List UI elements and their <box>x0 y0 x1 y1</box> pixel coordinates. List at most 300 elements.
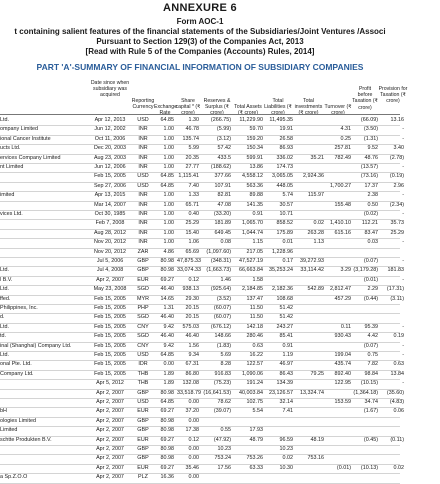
share-capital-col-header: Share capital * (₹ crore) <box>175 98 201 117</box>
reserves-cell: (60.07) <box>213 305 231 311</box>
pbt-cell: (73.16) <box>360 173 378 180</box>
provision-cell: 3.40 <box>393 145 404 152</box>
acquired-date-cell: Apr 5, 2012 <box>96 380 124 387</box>
share-capital-cell: 0.00 <box>188 455 199 462</box>
share-capital-cell: 25.29 <box>185 220 199 227</box>
share-capital-cell: 1.56 <box>188 342 199 349</box>
pbt-cell: (1,364.18) <box>353 389 378 396</box>
reserves-cell: 753.24 <box>214 455 231 462</box>
currency-cell: USD <box>137 352 149 358</box>
pbt-cell: (3,179.28) <box>353 267 378 274</box>
total-liabilities-col-header: Total Liabilities (₹ crore) <box>264 98 292 117</box>
total-liabilities-cell: 858.52 <box>276 220 293 227</box>
total-liabilities-cell: 86.93 <box>279 145 293 152</box>
exchange-rate-cell: 1.00 <box>163 201 174 208</box>
exchange-rate-cell: 1.00 <box>163 229 174 236</box>
share-capital-cell: 29.30 <box>185 295 199 302</box>
acquired-date-cell: Oct 11, 2006 <box>94 135 126 142</box>
exchange-rate-cell: 64.85 <box>160 182 174 189</box>
total-assets-cell: 1,044.74 <box>242 229 263 236</box>
provision-cell: - <box>402 323 404 330</box>
share-capital-cell: 132.08 <box>182 380 199 387</box>
company-name-cell: Ltd. <box>0 267 9 274</box>
reserves-cell: 377.66 <box>214 173 231 180</box>
share-capital-cell: 46.78 <box>185 126 199 133</box>
acquired-date-cell: Oct 30, 1985 <box>94 211 126 217</box>
company-name-cell: Ltd. <box>0 352 9 358</box>
pbt-cell: 83.47 <box>364 229 378 236</box>
provision-cell: - <box>402 192 404 199</box>
pursuant-line: Pursuant to Section 129(3) of the Companies Act, 2013 <box>96 37 304 46</box>
reserves-cell: 78.62 <box>217 399 231 405</box>
share-capital-cell: 0.00 <box>188 446 199 452</box>
acquired-date-cell: Aug 23, 2003 <box>93 154 127 161</box>
provision-cell: (0.19) <box>389 173 404 180</box>
acquired-date-cell: May 23, 2008 <box>93 286 127 293</box>
total-liabilities-cell: 30.57 <box>279 201 293 208</box>
share-capital-cell: 33,074.33 <box>177 267 201 274</box>
total-liabilities-cell: 0.91 <box>282 342 293 349</box>
share-capital-cell: 46.40 <box>185 333 199 340</box>
company-name-cell: l B.V. <box>0 276 13 283</box>
total-liabilities-cell: 96.59 <box>279 436 293 443</box>
share-capital-cell: 1.06 <box>188 239 199 246</box>
total-assets-cell: 141.35 <box>246 201 263 208</box>
total-assets-cell: 59.70 <box>249 126 263 133</box>
share-capital-cell: 135.74 <box>182 135 199 142</box>
turnover-cell: 122.95 <box>334 380 351 387</box>
total-assets-cell: 13.86 <box>249 164 263 170</box>
company-name-cell: a Sp.Z.O.O <box>0 474 28 481</box>
acquired-date-cell: Feb 15, 2005 <box>94 333 126 340</box>
provision-cell: 13.84 <box>390 370 404 377</box>
acquired-date-cell: Jun 12, 2006 <box>94 164 126 170</box>
pbt-cell: 0.75 <box>367 352 378 358</box>
currency-cell: GBP <box>137 417 149 424</box>
acquired-date-cell: Aug 28, 2012 <box>93 229 127 236</box>
reserves-cell: 5.69 <box>220 352 231 358</box>
turnover-cell: 615.16 <box>334 229 351 236</box>
exchange-rate-cell: 64.85 <box>160 117 174 123</box>
reserves-cell: 8.28 <box>220 361 231 368</box>
total-assets-cell: 1,065.70 <box>242 220 263 227</box>
total-assets-cell: 217.05 <box>246 248 263 255</box>
share-capital-cell: 86.80 <box>185 370 199 377</box>
reserves-cell: (1,097.60) <box>206 248 231 255</box>
pbt-cell: 9.52 <box>367 145 378 152</box>
exchange-rate-cell: 1.00 <box>163 164 174 170</box>
pbt-cell: (1.67) <box>363 408 378 415</box>
exchange-rate-cell: 1.00 <box>163 154 174 161</box>
total-assets-cell: 599.91 <box>246 154 263 161</box>
total-liabilities-cell: 35,253.24 <box>269 267 293 274</box>
reserves-cell: 1.46 <box>220 276 231 283</box>
pbt-cell: (1.31) <box>363 135 378 142</box>
total-assets-cell: 17.93 <box>249 427 263 434</box>
acquired-date-cell: Feb 15, 2005 <box>94 342 126 349</box>
provision-cell: 0.06 <box>393 408 404 415</box>
exchange-rate-cell: 0.00 <box>163 361 174 368</box>
provision-cell: (2.34) <box>389 201 404 208</box>
turnover-cell: 2,812.47 <box>330 286 351 293</box>
turnover-cell: 457.29 <box>334 295 351 302</box>
exchange-rate-cell: 9.42 <box>163 323 174 330</box>
share-capital-cell: 0.00 <box>188 399 199 405</box>
total-liabilities-cell: 85.41 <box>279 333 293 340</box>
provision-cell: 13.16 <box>390 117 404 123</box>
exchange-rate-cell: 46.40 <box>160 314 174 321</box>
currency-cell: EUR <box>137 464 149 471</box>
exchange-rate-cell: 80.98 <box>160 267 174 274</box>
provision-cell: - <box>402 258 404 264</box>
currency-cell: INR <box>138 192 148 199</box>
exchange-rate-cell: 1.89 <box>163 380 174 387</box>
acquired-date-cell: Apr 2, 2007 <box>96 464 124 471</box>
currency-cell: USD <box>137 173 149 180</box>
share-capital-cell: 0.12 <box>188 436 199 443</box>
currency-cell: GBP <box>137 258 149 264</box>
acquired-date-cell: Feb 15, 2005 <box>94 352 126 358</box>
acquired-date-cell: Apr 2, 2007 <box>96 389 124 396</box>
reserves-cell: 107.91 <box>214 182 231 189</box>
provision-cell: - <box>402 126 404 133</box>
provision-cell: 25.29 <box>390 229 404 236</box>
total-assets-cell: 102.75 <box>246 399 263 405</box>
reserves-cell: (3.12) <box>216 135 231 142</box>
total-assets-cell: 11.50 <box>249 305 263 311</box>
reserves-cell: 0.55 <box>220 427 231 434</box>
company-name-cell: Ltd. <box>0 117 9 123</box>
acquired-date-cell: Sep 27, 2006 <box>93 182 127 189</box>
share-capital-cell: 1.33 <box>188 192 199 199</box>
reserves-cell: (1.83) <box>216 342 231 349</box>
acquired-date-cell: Apr 2, 2007 <box>96 427 124 434</box>
reserves-cell: 433.5 <box>217 154 231 161</box>
total-liabilities-cell: 0.02 <box>282 455 293 462</box>
total-liabilities-cell: 10.71 <box>279 211 293 217</box>
exchange-rate-cell: 80.98 <box>160 446 174 452</box>
currency-cell: USD <box>137 117 149 123</box>
table-row <box>0 473 400 483</box>
total-investments-cell: 33,114.42 <box>300 267 324 274</box>
exchange-rate-cell: 69.27 <box>160 276 174 283</box>
turnover-cell: 0.25 <box>340 135 351 142</box>
pbt-cell: (0.07) <box>363 342 378 349</box>
exchange-rate-cell: 69.27 <box>160 408 174 415</box>
acquired-date-cell: Apr 2, 2007 <box>96 436 124 443</box>
share-capital-cell: 65.69 <box>185 248 199 255</box>
exchange-rate-cell: 80.98 <box>160 427 174 434</box>
provision-cell: - <box>402 239 404 246</box>
total-liabilities-cell: 175.89 <box>276 229 293 236</box>
total-investments-cell: 753.16 <box>307 455 324 462</box>
date-col-header: Date since when subsidiary was acquired <box>90 80 130 99</box>
reserves-cell: 17.56 <box>217 464 231 471</box>
total-assets-cell: 753.26 <box>246 455 263 462</box>
exchange-rate-cell: 1.31 <box>163 305 174 311</box>
currency-cell: GBP <box>137 455 149 462</box>
reserves-cell: (33.20) <box>213 211 231 217</box>
currency-cell: SGD <box>137 333 149 340</box>
pbt-cell: (13.57) <box>360 164 378 170</box>
pbt-cell: 112.21 <box>361 220 378 227</box>
currency-cell: PLZ <box>138 474 148 481</box>
share-capital-cell: 0.00 <box>188 417 199 424</box>
currency-cell: GBP <box>137 427 149 434</box>
acquired-date-cell: Jul 4, 2008 <box>96 267 124 274</box>
total-assets-cell: 66,663.84 <box>239 267 263 274</box>
company-name-cell: d. <box>0 314 5 321</box>
currency-cell: CNY <box>137 323 149 330</box>
company-name-cell: inal (Shanghai) Company Ltd. <box>0 342 72 349</box>
total-liabilities-cell: 26.58 <box>279 135 293 142</box>
total-assets-cell: 0.63 <box>252 342 263 349</box>
turnover-cell: 0.11 <box>340 323 351 330</box>
total-liabilities-cell: 1,228.96 <box>272 248 293 255</box>
total-investments-cell: 39,272.93 <box>300 258 324 264</box>
total-investments-cell: 35.21 <box>310 154 324 161</box>
reserves-cell: 57.42 <box>217 145 231 152</box>
acquired-date-cell: Feb 7, 2008 <box>95 220 125 227</box>
pbt-cell: (0.01) <box>363 276 378 283</box>
provision-cell: - <box>402 135 404 142</box>
total-assets-cell: 89.88 <box>249 192 263 199</box>
pbt-cell: 2.38 <box>367 192 378 199</box>
provision-cell: - <box>402 211 404 217</box>
provision-cell: 0.19 <box>393 333 404 340</box>
turnover-cell: 435.74 <box>334 361 351 368</box>
acquired-date-cell: Jul 5, 2006 <box>96 258 124 264</box>
exchange-rate-cell: 1.89 <box>163 370 174 377</box>
company-name-cell: ervices Company Limited <box>0 154 61 161</box>
total-investments-cell: 48.19 <box>310 436 324 443</box>
share-capital-cell: 7.40 <box>188 182 199 189</box>
exchange-rate-cell: 80.98 <box>160 417 174 424</box>
total-liabilities-cell: 51.42 <box>279 305 293 311</box>
share-capital-cell: 5.99 <box>188 145 199 152</box>
total-assets-cell: 191.24 <box>246 380 263 387</box>
currency-cell: INR <box>138 201 148 208</box>
total-assets-cell: 1.15 <box>252 239 263 246</box>
total-liabilities-cell: 243.27 <box>276 323 293 330</box>
pbt-cell: 17.37 <box>364 182 378 189</box>
provision-cell: 0.02 <box>393 464 404 471</box>
turnover-cell: 930.43 <box>334 333 351 340</box>
total-assets-cell: 1.58 <box>252 276 263 283</box>
share-capital-cell: 1.30 <box>188 117 199 123</box>
currency-cell: THB <box>137 370 149 377</box>
section-title: PART 'A'-SUMMARY OF FINANCIAL INFORMATION OF SUBSIDIARY COMPANIES <box>36 62 364 72</box>
total-assets-cell: 11,229.90 <box>239 117 263 123</box>
share-capital-cell: 33,518.79 <box>177 389 201 396</box>
acquired-date-cell: Feb 15, 2005 <box>94 323 126 330</box>
exchange-rate-cell: 1.00 <box>163 135 174 142</box>
pbt-cell: 34.74 <box>364 399 378 405</box>
company-name-cell: nt Limited <box>0 164 24 170</box>
reserves-cell: (75.23) <box>213 380 231 387</box>
share-capital-cell: 17.38 <box>185 427 199 434</box>
provision-cell: (3.11) <box>390 295 404 302</box>
currency-cell: SGD <box>137 286 149 293</box>
currency-cell: INR <box>138 135 148 142</box>
pbt-cell: (0.02) <box>363 211 378 217</box>
reserves-cell: (16,641.53) <box>203 389 231 396</box>
company-name-cell: Ltd. <box>0 323 9 330</box>
total-assets-cell: 142.18 <box>246 323 263 330</box>
total-assets-cell: 48.79 <box>249 436 263 443</box>
share-capital-cell: 0.40 <box>188 211 199 217</box>
acquired-date-cell: Apr 12, 2013 <box>94 117 126 123</box>
total-liabilities-cell: 32.14 <box>279 399 293 405</box>
total-liabilities-cell: 3,065.05 <box>272 173 293 180</box>
acquired-date-cell: Feb 15, 2005 <box>94 370 126 377</box>
total-assets-cell: 63.33 <box>249 464 263 471</box>
total-assets-cell: 4,558.12 <box>242 173 263 180</box>
reserves-cell: (676.12) <box>210 323 231 330</box>
company-name-cell: ffed. <box>0 295 11 302</box>
acquired-date-cell: Nov 20, 2012 <box>93 239 127 246</box>
provision-cell: (0.11) <box>390 436 404 443</box>
pbt-cell: (0.45) <box>363 436 378 443</box>
acquired-date-cell: Feb 15, 2005 <box>94 314 126 321</box>
reserves-cell: (925.64) <box>210 286 231 293</box>
total-assets-cell: 159.20 <box>246 135 263 142</box>
currency-cell: INR <box>138 164 148 170</box>
reserves-cell: 47.08 <box>217 201 231 208</box>
pbt-cell: (0.44) <box>363 295 378 302</box>
share-capital-cell: 575.03 <box>182 323 199 330</box>
currency-cell: GBP <box>137 446 149 452</box>
acquired-date-cell: Feb 15, 2005 <box>94 361 126 368</box>
exchange-rate-cell: 1.00 <box>163 211 174 217</box>
share-capital-cell: 20.15 <box>185 305 199 311</box>
share-capital-cell: 27.77 <box>185 164 199 170</box>
exchange-rate-cell: 1.00 <box>163 192 174 199</box>
share-capital-cell: 0.12 <box>188 276 199 283</box>
turnover-cell: 4.31 <box>340 126 351 133</box>
pbt-cell: 0.50 <box>367 201 378 208</box>
turnover-cell: 199.04 <box>334 352 351 358</box>
total-assets-cell: 40,003.84 <box>239 389 263 396</box>
currency-cell: ZAR <box>137 248 149 255</box>
total-investments-cell: 263.28 <box>307 229 324 236</box>
total-assets-cell: 1,090.06 <box>242 370 263 377</box>
total-assets-cell: 137.47 <box>246 295 263 302</box>
total-investments-cell: 115.97 <box>307 192 324 199</box>
provision-cell: - <box>402 276 404 283</box>
provision-col-header: Provision for Taxation (₹ crore) <box>378 86 408 105</box>
acquired-date-cell: Mar 14, 2007 <box>94 201 126 208</box>
provision-cell: - <box>402 352 404 358</box>
provision-cell: - <box>402 342 404 349</box>
rules-line: [Read with Rule 5 of the Companies (Accounts) Rules, 2014] <box>85 47 315 56</box>
reserves-cell: 181.89 <box>214 220 231 227</box>
company-name-cell: schtte Produkten B.V. <box>0 436 52 443</box>
total-assets-col-header: Total Assets (₹ crore) <box>234 104 262 117</box>
pbt-cell: 2.29 <box>367 286 378 293</box>
provision-cell: 0.63 <box>393 361 404 368</box>
currency-cell: PHP <box>137 305 149 311</box>
currency-cell: INR <box>138 229 148 236</box>
total-liabilities-cell: 86.43 <box>279 370 293 377</box>
total-assets-cell: 11.50 <box>249 314 263 321</box>
total-investments-cell: 0.02 <box>313 220 324 227</box>
total-investments-cell: 1.13 <box>313 239 324 246</box>
exchange-rate-cell: 80.98 <box>160 389 174 396</box>
share-capital-cell: 67.31 <box>185 361 199 368</box>
total-liabilities-cell: 448.05 <box>276 182 293 189</box>
turnover-cell: 892.40 <box>334 370 351 377</box>
company-name-cell: imited <box>0 192 15 199</box>
currency-cell: EUR <box>137 276 149 283</box>
currency-cell: MYR <box>137 295 149 302</box>
exchange-rate-cell: 9.42 <box>163 342 174 349</box>
total-assets-cell: 16.22 <box>249 352 263 358</box>
pbt-cell: (3.50) <box>363 126 378 133</box>
reserves-cell: 82.81 <box>217 192 231 199</box>
share-capital-cell: 65.71 <box>185 201 199 208</box>
company-name-cell: Limited <box>0 427 18 434</box>
turnover-cell: (0.01) <box>336 464 351 471</box>
company-name-cell: bH <box>0 408 7 415</box>
currency-cell: USD <box>137 182 149 189</box>
total-assets-cell: 5.54 <box>252 408 263 415</box>
currency-col-header: Reporting Currency <box>131 98 155 111</box>
turnover-cell: 153.59 <box>334 399 351 405</box>
company-name-cell: Ltd. <box>0 286 9 293</box>
total-assets-cell: 122.57 <box>246 361 263 368</box>
total-liabilities-cell: 108.68 <box>276 295 293 302</box>
acquired-date-cell: Apr 2, 2007 <box>96 474 124 481</box>
currency-cell: USD <box>137 399 149 405</box>
provision-cell: (4.83) <box>389 399 404 405</box>
share-capital-cell: 9.34 <box>188 352 199 358</box>
turnover-cell: 782.49 <box>334 154 351 161</box>
turnover-cell: 1,410.10 <box>330 220 351 227</box>
exchange-rate-cell: 1.00 <box>163 220 174 227</box>
total-investments-cell: 2,924.36 <box>303 173 324 180</box>
total-liabilities-cell: 10.30 <box>279 464 293 471</box>
provision-cell: (17.31) <box>386 286 404 293</box>
total-investments-col-header: Total investments (₹ crore) <box>294 98 323 117</box>
turnover-cell: 1,700.27 <box>330 182 351 189</box>
pbt-cell: (0.07) <box>363 258 378 264</box>
currency-cell: INR <box>138 211 148 217</box>
currency-cell: SGD <box>137 314 149 321</box>
reserves-cell: (60.07) <box>213 314 231 321</box>
total-liabilities-cell: 174.73 <box>276 164 293 170</box>
acquired-date-cell: Feb 15, 2005 <box>94 305 126 311</box>
reserves-cell: 10.23 <box>217 446 231 452</box>
acquired-date-cell: Apr 13, 2015 <box>94 192 126 199</box>
pbt-col-header: Profit before Taxation (₹ crore) <box>352 86 378 111</box>
provision-cell: (35.60) <box>386 389 404 396</box>
share-capital-cell: 20.15 <box>185 314 199 321</box>
form-title: Form AOC-1 <box>176 17 224 26</box>
provision-cell: 181.83 <box>387 267 404 274</box>
exchange-rate-cell: 16.36 <box>160 474 174 481</box>
reserves-cell: (348.31) <box>210 258 231 264</box>
acquired-date-cell: Apr 2, 2007 <box>96 446 124 452</box>
total-investments-cell: 542.89 <box>307 286 324 293</box>
total-assets-cell: 0.91 <box>252 211 263 217</box>
acquired-date-cell: Nov 20, 2012 <box>93 248 127 255</box>
total-liabilities-cell: 11,495.35 <box>269 117 293 123</box>
exchange-rate-cell: 1.00 <box>163 145 174 152</box>
company-name-cell: vices Ltd. <box>0 211 23 217</box>
exchange-rate-cell: 1.00 <box>163 239 174 246</box>
pbt-cell: (10.15) <box>360 380 378 387</box>
